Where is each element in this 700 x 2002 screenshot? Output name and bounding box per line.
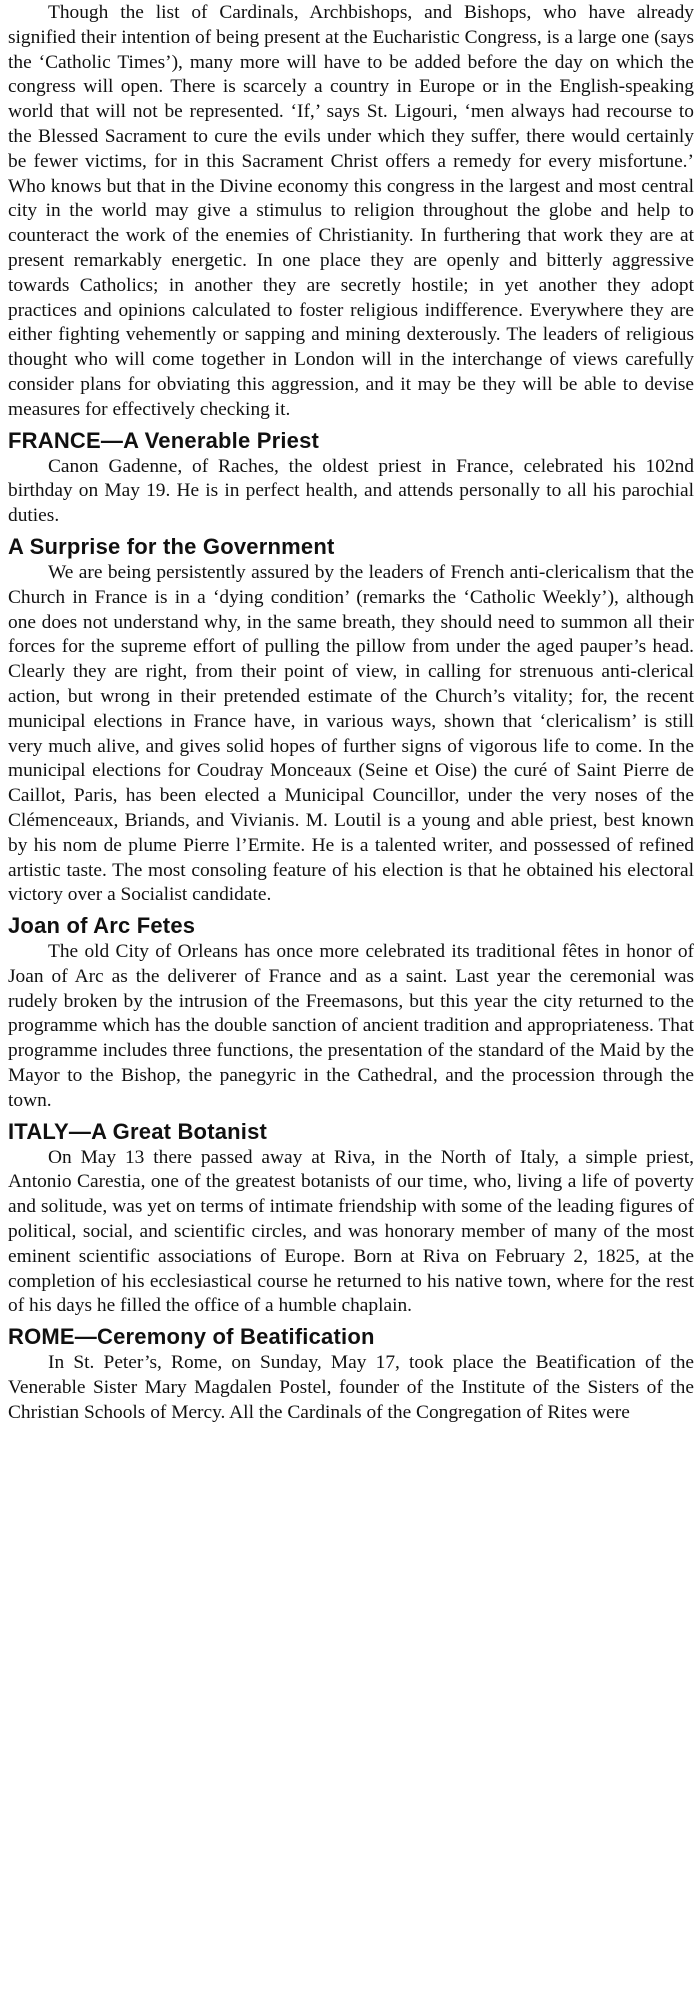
section-italy-great-botanist: [8, 1118, 694, 1320]
section-heading: ROME—Ceremony of Beatification: [8, 1324, 375, 1350]
section-body: On May 13 there passed away at Riva, in the North of Italy, a simple priest, Antonio Carestia, one of the greatest botanists of our time, who, living a life of poverty and solitude, was yet on terms of intimate friendship with some of the leading figures of political, social, and scientific circles, and was honorary member of many of the most eminent scientific associations of Europe. Born at Riva on February 2, 1825, at the completion of his ecclesiastical course he returned to his native town, where for the rest of his days he filled the office of a humble chaplain.: [8, 1146, 694, 1317]
section-heading: A Surprise for the Government: [8, 533, 335, 559]
section-rome-beatification: [8, 1323, 694, 1425]
eucharistic-congress-paragraph: Though the list of Cardinals, Archbishops, and Bishops, who have already signified their intention of being present at the Eucharistic Congress, is a large one (says the ‘Catholic Times’), many more will have to be added before the day on which the congress will open. There is scarcely a country in Europe or in the English-speaking world that will not be represented. ‘If,’ says St. Ligouri, ‘men always had recourse to the Blessed Sacrament to cure the evils under which they suffer, there would certainly be fewer victims, for in this Sacrament Christ offers a remedy for every misfortune.’ Who knows but that in the Divine economy this congress in the largest and most central city in the world may give a stimulus to religion throughout the globe and help to counteract the work of the enemies of Christianity. In furthering that work they are at present remarkably energetic. In one place they are openly and bitterly aggressive towards Catholics; in another they are secretly hostile; in yet another they adopt practices and opinions calculated to foster religious indifference. Everywhere they are either fighting vehemently or sapping and mining dexterously. The leaders of religious thought who will come together in London will in the interchange of views carefully consider plans for obviating this aggression, and it may be they will be able to devise measures for effectively checking it.: [8, 2, 694, 420]
section-joan-of-arc-fetes: [8, 912, 694, 1114]
section-heading: Joan of Arc Fetes: [8, 913, 196, 939]
section-body: The old City of Orleans has once more celebrated its traditional fêtes in honor of Joan of Arc as the deliverer of France and as a saint. Last year the ceremonial was rudely broken by the intrusion of the Freemasons, but this year the city returned to the programme which has the double sanction of ancient tradition and appropriateness. That programme includes three functions, the presentation of the standard of the Maid by the Mayor to the Bishop, the panegyric in the Cathedral, and the procession through the town.: [8, 941, 694, 1111]
section-france-venerable-priest: [8, 427, 694, 529]
section-body: We are being persistently assured by the leaders of French anti-clericalism that the Church in France is in a ‘dying condition’ (remarks the ‘Catholic Weekly’), although one does not understand why, in the same breath, they should need to summon all their forces for the supreme effort of pulling the pillow from under the aged pauper’s head. Clearly they are right, from their point of view, in calling for strenuous anti-clerical action, but wrong in their pretended estimate of the Church’s vitality; for, the recent municipal elections in France have, in various ways, shown that ‘clericalism’ is still very much alive, and gives solid hopes of further signs of vigorous life to come. In the municipal elections for Coudray Monceaux (Seine et Oise) the curé of Saint Pierre de Caillot, Paris, has been elected a Municipal Councillor, under the very noses of the Clémenceaux, Briands, and Vivianis. M. Loutil is a young and able priest, best known by his nom de plume Pierre l’Ermite. He is a talented writer, and possessed of refined artistic taste. The most consoling feature of his election is that he obtained his electoral victory over a Socialist candidate.: [8, 561, 694, 906]
section-body: In St. Peter’s, Rome, on Sunday, May 17, took place the Beatification of the Venerable Sister Mary Magdalen Postel, founder of the Institute of the Sisters of the Christian Schools of Mercy. All the Cardinals of the Congregation of Rites were: [8, 1352, 694, 1423]
section-heading: FRANCE—A Venerable Priest: [8, 427, 320, 453]
section-heading: ITALY—A Great Botanist: [8, 1118, 268, 1144]
section-body: Canon Gadenne, of Raches, the oldest priest in France, celebrated his 102nd birthday on May 19. He is in perfect health, and attends personally to all his parochial duties.: [8, 455, 694, 527]
section-surprise-for-government: [8, 533, 694, 908]
